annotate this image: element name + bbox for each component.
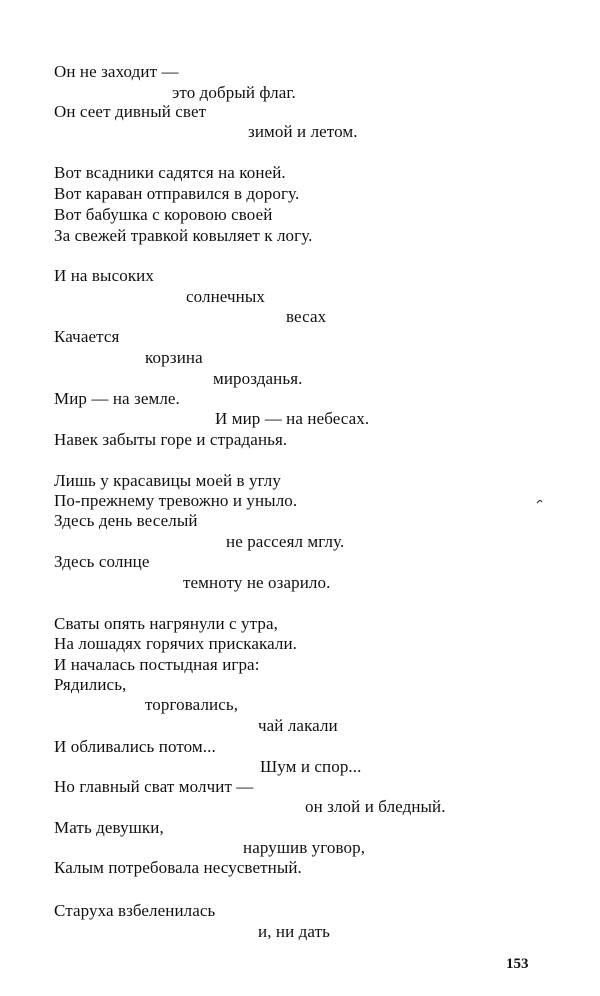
poem-line: Мать девушки, bbox=[54, 818, 164, 837]
poem-line: нарушив уговор, bbox=[243, 838, 366, 857]
poem-line: не рассеял мглу. bbox=[226, 532, 345, 551]
poem-line: Сваты опять нагрянули с утра, bbox=[54, 614, 278, 633]
poem-line: и, ни дать bbox=[258, 922, 330, 941]
poem-line: Шум и спор... bbox=[260, 757, 362, 776]
poem-line: мирозданья. bbox=[213, 369, 303, 388]
poem-line: На лошадях горячих прискакали. bbox=[54, 634, 297, 653]
poem-line: Старуха взбеленилась bbox=[54, 901, 216, 920]
poem-line: Вот всадники садятся на коней. bbox=[54, 163, 286, 182]
poem-line: Навек забыты горе и страданья. bbox=[54, 430, 288, 449]
poem-line: весах bbox=[286, 307, 327, 326]
poem-line: И мир — на небесах. bbox=[215, 409, 370, 428]
poem-line: торговались, bbox=[145, 695, 239, 714]
poem-line: он злой и бледный. bbox=[305, 797, 446, 816]
poem-line: И обливались потом... bbox=[54, 737, 216, 756]
poem-line: Мир — на земле. bbox=[54, 389, 180, 408]
poem-line: Но главный сват молчит — bbox=[54, 777, 254, 796]
poem-line: чай лакали bbox=[258, 716, 338, 735]
poem-line: солнечных bbox=[186, 287, 265, 306]
poem-line: И на высоких bbox=[54, 266, 154, 285]
poem-line: И началась постыдная игра: bbox=[54, 655, 260, 674]
poem-line: За свежей травкой ковыляет к логу. bbox=[54, 226, 313, 245]
poem-line: Качается bbox=[54, 327, 120, 346]
poem-line: Лишь у красавицы моей в углу bbox=[54, 471, 281, 490]
ink-speck bbox=[536, 497, 544, 505]
poem-line: Калым потребовала несусветный. bbox=[54, 858, 302, 877]
poem-line: темноту не озарило. bbox=[183, 573, 331, 592]
poem-line: корзина bbox=[145, 348, 203, 367]
poem-line: Вот бабушка с коровою своей bbox=[54, 205, 273, 224]
poem-line: Рядились, bbox=[54, 675, 127, 694]
poem-line: Здесь солнце bbox=[54, 552, 150, 571]
poem-line: Он не заходит — bbox=[54, 62, 179, 81]
poem-line: это добрый флаг. bbox=[172, 83, 296, 102]
poem-line: Вот караван отправился в дорогу. bbox=[54, 184, 300, 203]
poem-line: Здесь день веселый bbox=[54, 511, 198, 530]
poem-line: зимой и летом. bbox=[248, 122, 358, 141]
poem-line: По-прежнему тревожно и уныло. bbox=[54, 491, 298, 510]
poem-line: Он сеет дивный свет bbox=[54, 102, 207, 121]
page-number: 153 bbox=[506, 956, 529, 972]
